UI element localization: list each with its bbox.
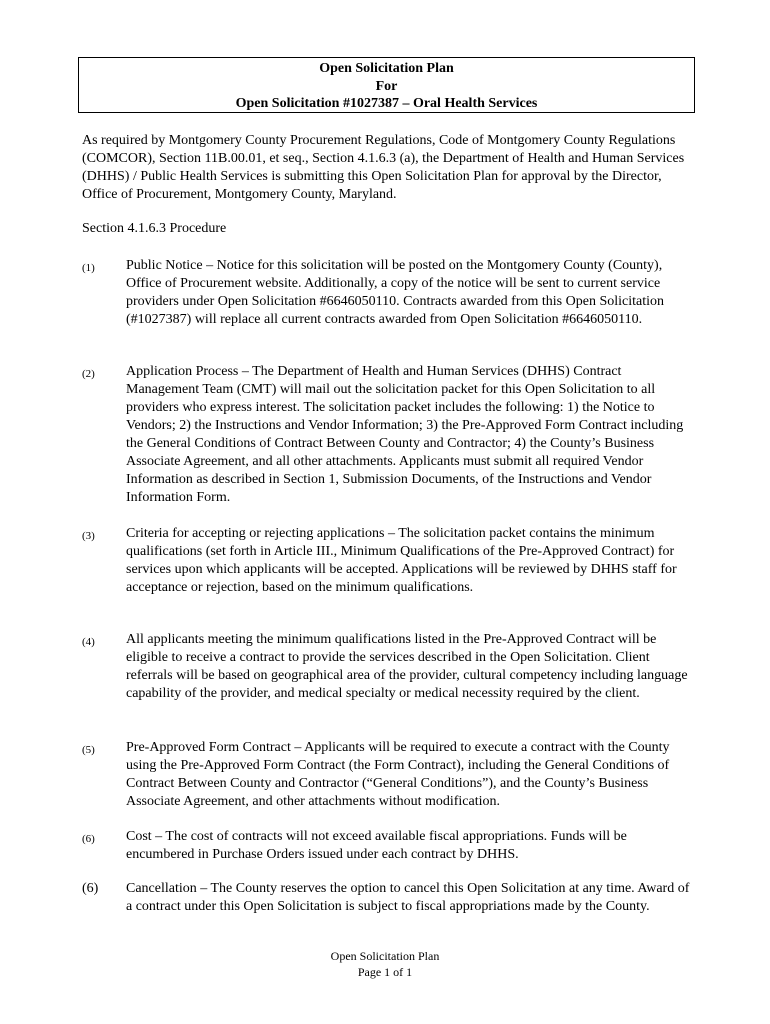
list-item-5 xyxy=(82,739,694,811)
list-item-number: (5) xyxy=(82,744,95,756)
list-item-6-cost xyxy=(82,828,694,864)
list-item-number: (3) xyxy=(82,530,95,542)
footer-title: Open Solicitation Plan xyxy=(330,949,440,963)
title-box xyxy=(78,57,695,113)
list-item-2 xyxy=(82,363,694,507)
page-footer xyxy=(0,948,770,980)
title-line-3: Open Solicitation #1027387 – Oral Health Services xyxy=(235,96,538,111)
list-item-4 xyxy=(82,631,694,703)
list-item-text: Cost – The cost of contracts will not exceed available fiscal appropriations. Funds will be encumbered in Purchase Orders issued under each contract by DHHS. xyxy=(126,829,627,862)
list-item-number: (4) xyxy=(82,636,95,648)
footer-page-number: Page 1 of 1 xyxy=(357,965,413,979)
intro-paragraph: As required by Montgomery County Procurement Regulations, Code of Montgomery County Regulations (COMCOR), Section 11B.00.01, et seq., Section 4.1.6.3 (a), the Department of Health and Human Services (DHHS) / Public Health Services is submitting this Open Solicitation Plan for approval by the Director, Office of Procurement, Montgomery County, Maryland. xyxy=(82,133,685,202)
list-item-text: Pre-Approved Form Contract – Applicants will be required to execute a contract with the County using the Pre-Approved Form Contract (the Form Contract), including the General Conditions of Contract Between County and Contractor (“General Conditions”), and the County’s Business Associate Agreement, and other attachments without modification. xyxy=(126,740,670,809)
list-item-number: (2) xyxy=(82,368,95,380)
list-item-3 xyxy=(82,525,694,597)
list-item-1 xyxy=(82,257,694,329)
list-item-number: (6) xyxy=(82,881,99,896)
list-item-text: Public Notice – Notice for this solicitation will be posted on the Montgomery County (County), Office of Procurement website. Additionally, a copy of the notice will be sent to current service providers under Open Solicitation #6646050110. Contracts awarded from this Open Solicitation (#1027387) will replace all current contracts awarded from Open Solicitation #6646050110. xyxy=(126,258,664,327)
list-item-text: Application Process – The Department of Health and Human Services (DHHS) Contract Management Team (CMT) will mail out the solicitation packet for this Open Solicitation to all providers who express interest. The solicitation packet includes the following: 1) the Notice to Vendors; 2) the Instructions and Vendor Information; 3) the Pre-Approved Form Contract including the General Conditions of Contract Between County and Contractor; 4) the County’s Business Associate Agreement, and all other attachments. Applicants must submit all required Vendor Information as described in Section 1, Submission Documents, of the Instructions and Vendor Information Form. xyxy=(126,364,684,505)
list-item-number: (6) xyxy=(82,833,95,845)
list-item-text: Cancellation – The County reserves the option to cancel this Open Solicitation at any time. Award of a contract under this Open Solicitation is subject to fiscal appropriations made by the County. xyxy=(126,881,690,914)
list-item-6-cancellation xyxy=(82,880,694,916)
title-line-2: For xyxy=(375,78,398,94)
title-line-1: Open Solicitation Plan xyxy=(319,61,454,76)
list-item-text: All applicants meeting the minimum qualifications listed in the Pre-Approved Contract will be eligible to receive a contract to provide the services described in the Open Solicitation. Client referrals will be based on geographical area of the provider, cultural competency including language capability of the provider, and medical specialty or medical necessity required by the client. xyxy=(126,632,688,701)
section-heading: Section 4.1.6.3 Procedure xyxy=(82,221,227,236)
list-item-text: Criteria for accepting or rejecting applications – The solicitation packet contains the minimum qualifications (set forth in Article III., Minimum Qualifications of the Pre-Approved Contract) for services upon which applicants will be accepted. Applications will be reviewed by DHHS staff for acceptance or rejection, based on the minimum qualifications. xyxy=(126,526,677,595)
list-item-number: (1) xyxy=(82,262,95,274)
